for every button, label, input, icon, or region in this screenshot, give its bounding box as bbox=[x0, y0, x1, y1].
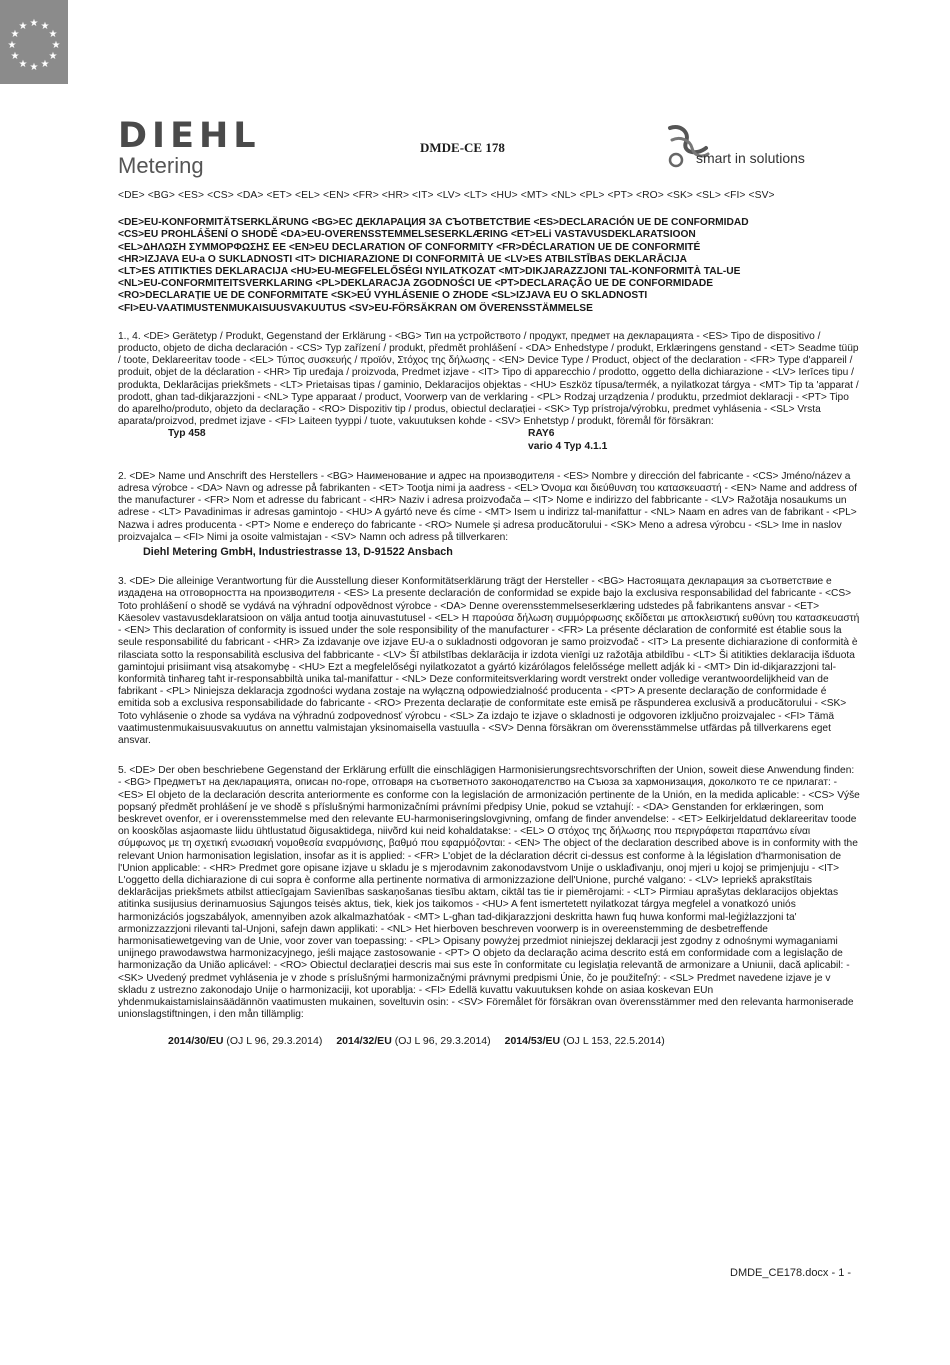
directive-code: 2014/53/EU bbox=[504, 1035, 561, 1048]
svg-text:★: ★ bbox=[18, 21, 28, 32]
eu-flag-icon bbox=[0, 0, 68, 84]
product-model-line: vario 4 Typ 4.1.1 bbox=[528, 440, 608, 452]
title-line: <HR>IZJAVA EU-a O SUKLADNOSTI <IT> DICHIARAZIONE DI CONFORMITÀ UE <LV>ES ATBILSTĪBAS DEKLARĀCIJA bbox=[118, 253, 688, 265]
svg-text:★: ★ bbox=[10, 51, 20, 62]
directive-item bbox=[168, 1035, 322, 1047]
svg-text:★: ★ bbox=[10, 29, 20, 40]
tagline: smart in solutions bbox=[696, 150, 805, 166]
footer-page-number: - 1 - bbox=[831, 1267, 852, 1279]
svg-text:★: ★ bbox=[48, 51, 58, 62]
directive-item bbox=[505, 1035, 665, 1047]
title-line: <EL>ΔΗΛΩΣΗ ΣΥΜΜΟΡΦΩΣΗΣ ΕΕ <EN>EU DECLARATION OF CONFORMITY <FR>DÉCLARATION UE DE CONFORMITÉ bbox=[118, 241, 701, 253]
section-3-text: 3. <DE> Die alleinige Verantwortung für die Ausstellung dieser Konformitätserklärung trägt der Hersteller - <BG> Настоящата декларация за съответствие е издадена на отговорността на производителя - <ES> La presente declaración de conformidad se expide bajo la exclusiva responsabilidad del fabricante - <CS> Toto prohlášení o shodě se vydává na výhradní odpovědnost výrobce - <DA> Denne overensstemmelseserklæring udstedes på fabrikantens ansvar - <ET> Käesolev vastavusdeklaratsioon on välja antud tootja ainuvastutusel - <EL> Η παρούσα δήλωση συμμόρφωσης εκδίδεται με αποκλειστική ευθύνη του κατασκευαστή - <EN> This declaration of conformity is issued under the sole responsibility of the manufacturer - <FR> La présente déclaration de conformité est établie sous la seule responsabilité du fabricant - <HR> Za izdavanje ove izjave EU-a o sukladnosti odgovoran je samo proizvođač - <IT> La presente dichiarazione di conformità è rilasciata sotto la responsabilità esclusiva del fabbricante - <LV> Šī atbilstības deklarācija ir izdota vienīgi uz ražotāja atbildību - <LT> Ši atitikties deklaracija išduota gamintojui prisiimant visą atsakomybę - <HU> Ezt a megfelelőségi nyilatkozatot a gyártó kizárólagos felelőssége mellett adják ki - <MT> Din id-dikjarazzjoni tal-konformità tinħareg taħt ir-responsabbiltà unika tal-manifattur - <NL> Deze conformiteitsverklaring wordt verstrekt onder volledige verantwoordelijkheid van de fabrikant - <PL> Niniejsza deklaracja zgodności wydana zostaje na wyłączną odpowiedzialność producenta - <PT> A presente declaração de conformidade é emitida sob a exclusiva responsabilidade do fabricante - <RO> Prezenta declarație de conformitate este emisă pe răspunderea exclusivă a producătorului - <SK> Toto vyhlásenie o zhode sa vydáva na výhradnú zodpovednosť výrobcu - <SL> Za izdajo te izjave o skladnosti je odgovoren izključno proizvajalec - <FI> Tämä vaatimustenmukaisuusvakuutus on annettu valmistajan yksinomaisella vastuulla - <SV> Denna försäkran om överensstämmelse utfärdas på tillverkarens eget ansvar. bbox=[118, 576, 860, 746]
brand-name: DIEHL bbox=[118, 116, 261, 156]
section-3 bbox=[118, 576, 860, 747]
directive-ref: (OJ L 96, 29.3.2014) bbox=[394, 1035, 491, 1048]
document-header bbox=[118, 118, 838, 188]
directive-ref: (OJ L 96, 29.3.2014) bbox=[226, 1035, 323, 1048]
svg-text:★: ★ bbox=[18, 59, 28, 70]
section-2-text: 2. <DE> Name und Anschrift des Herstellers - <BG> Наименование и адрес на производителя - <ES> Nombre y dirección del fabricante - <CS> Jméno/název a adresa výrobce - <DA> Navn og adresse på fabrikanten - <ET> Tootja nimi ja aadress - <EL> Όνομα και διεύθυνση του κατασκευαστή - <EN> Name and address of the manufacturer - <FR> Nom et adresse du fabricant - <HR> Naziv i adresa proizvođača – <IT> Nome e indirizzo del fabbricante - <LV> Ražotāja nosaukums un adrese - <LT> Pavadinimas ir adresas gamintojo - <HU> A gyártó neve és címe - <MT> Isem u indirizz tal-manifattur - <NL> Naam en adres van de fabrikant - <PL> Nazwa i adres producenta - <PT> Nome e endereço do fabricante - <RO> Numele și adresa producătorului - <SK> Meno a adresa výrobcu - <SL> Ime in naslov proizvajalca – <FI> Nimi ja osoite valmistajan - <SV> Namn och adress på tillverkaren: bbox=[118, 470, 858, 543]
title-line: <LT>ES ATITIKTIES DEKLARACIJA <HU>EU-MEGFELELŐSÉGI NYILATKOZAT <MT>DIKJARAZZJONI TAL-KONFORMITÀ TAL-UE bbox=[118, 266, 741, 278]
directive-ref: (OJ L 153, 22.5.2014) bbox=[563, 1035, 665, 1048]
title-line: <DE>EU-KONFORMITÄTSERKLÄRUNG <BG>ЕС ДЕКЛАРАЦИЯ ЗА СЪОТВЕТСТВИЕ <ES>DECLARACIÓN UE DE CONFORMIDAD bbox=[118, 217, 749, 229]
svg-text:★: ★ bbox=[29, 62, 39, 73]
brand-sub: Metering bbox=[118, 153, 204, 178]
title-line: <NL>EU-CONFORMITEITSVERKLARING <PL>DEKLARACJA ZGODNOŚCI UE <PT>DECLARAÇÃO UE DE CONFORMIDADE bbox=[118, 278, 714, 290]
svg-text:★: ★ bbox=[40, 59, 50, 70]
directive-item bbox=[336, 1035, 490, 1047]
section-1-text: 1., 4. <DE> Gerätetyp / Produkt, Gegenstand der Erklärung - <BG> Тип на устройството / продукт, предмет на декларацията - <ES> Tipo de dispositivo / producto, objeto de dicha declaración - <CS> Typ zařízení / produkt, předmět prohlášení - <DA> Enhedstype / produkt, Erklæringens genstand - <ET> Seadme tüüp / toote, Deklareeritav toode - <EL> Τύπος συσκευής / προϊόν, Στόχος της δήλωσης - <EN> Device Type / Product, object of the declaration - <FR> Type d'appareil / produit, objet de la déclaration - <HR> Tip uređaja / proizvoda, Predmet izjave - <IT> Tipo di apparecchio / prodotto, oggetto della dichiarazione - <LV> Ierīces tipu / produkta, Deklarācijas priekšmets - <LT> Prietaisas tipas / gaminio, Deklaracijos objektas - <HU> Eszköz típusa/termék, a nyilatkozat tárgya - <MT> Tip ta 'apparat / prodott, ghan tad-dikjarazzjoni - <NL> Type apparaat / product, Voorwerp van de verklaring - <PL> Rodzaj urządzenia / produktu, przedmiot deklaracji - <PT> Tipo do aparelho/produto, objeto da declaração - <RO> Dispozitiv tip / produs, obiectul declarației - <SK> Typ prístroja/výrobku, predmet vyhlásenia - <SL> Vrsta aparata/proizvod, predmet izjave - <FI> Laiteen tyyppi / tuote, vakuutuksen kohde - <SV> Enhetstyp / produkt, föremål för försäkran: bbox=[118, 330, 859, 428]
product-model-line: RAY6 bbox=[528, 428, 555, 440]
language-codes: <DE> <BG> <ES> <CS> <DA> <ET> <EL> <EN> <FR> <HR> <IT> <LV> <LT> <HU> <MT> <NL> <PL> <PT> <RO> <SK> <SL> <FI> <SV> bbox=[118, 190, 775, 201]
directive-code: 2014/32/EU bbox=[336, 1035, 392, 1048]
page-footer bbox=[730, 1267, 851, 1279]
product-model bbox=[528, 428, 607, 452]
footer-filename: DMDE_CE178.docx bbox=[730, 1267, 829, 1279]
section-2 bbox=[118, 471, 860, 558]
title-line: <RO>DECLARAȚIE UE DE CONFORMITATE <SK>EÚ VYHLÁSENIE O ZHODE <SL>IZJAVA EU O SKLADNOSTI bbox=[118, 290, 648, 302]
svg-text:★: ★ bbox=[40, 21, 50, 32]
product-type: Typ 458 bbox=[168, 428, 206, 440]
document-number: DMDE-CE 178 bbox=[420, 140, 505, 155]
document-body bbox=[118, 190, 860, 1061]
declaration-titles bbox=[118, 217, 860, 315]
section-5-text: 5. <DE> Der oben beschriebene Gegenstand der Erklärung erfüllt die einschlägigen Harmonisierungsrechtsvorschriften der Union, soweit diese Anwendung finden: - <BG> Предметът на декларацията, описан по-горе, отговаря на съответното законодателство на Съюза за хармонизация, доколкото те се прилагат: - <ES> El objeto de la declaración descrita anteriormente es conforme con la legislación de armonización pertinente de la Unión, en la medida aplicable: - <CS> Výše popsaný předmět prohlášení je ve shodě s příslušnými harmonizačními právními předpisy Unie, pokud se vztahují: - <DA> Genstanden for erklæringen, som beskrevet ovenfor, er i overensstemmelse med den relevante EU-harmoniseringslovgivning, omfang de finder anvendelse: - <ET> Eelkirjeldatud deklareeritav toode on kooskõlas asjaomaste liidu ühtlustatud õigusaktidega, niivõrd kui neid kohaldatakse: - <EL> Ο στόχος της δήλωσης που περιγράφεται παραπάνω είναι σύμφωνος με τη σχετική ενωσιακή νομοθεσία εναρμόνισης, βαθμό που εφαρμόζονται: - <EN> The object of the declaration described above is in conformity with the relevant Union harmonisation legislation, insofar as it is applied: - <FR> L'objet de la déclaration décrit ci-dessus est conforme à la législation d'harmonisation de l'Union applicable: - <HR> Predmet gore opisane izjave u skladu je s mjerodavnim zakonodavstvom Unije o usklađivanju, onoj mjeri u kojoj se primjenjuju - <IT> L'oggetto della dichiarazione di cui sopra è conforme alla pertinente normativa di armonizzazione dell'Unione, purché valgano: - <LV> Iepriekš aprakstītais deklarācijas priekšmets atbilst attiecīgajam Savienības saskaņošanas tiesību aktam, ciktāl tas tie ir piemērojami: - <LT> Pirmiau aprašytas deklaracijos objektas atitinka susijusius derinamuosius Sąjungos teisės aktus, tiek, kiek jos taikomos - <HU> A fent ismertetett nyilatkozat tárgya megfelel a vonatkozó uniós harmonizációs jogszabályok, amennyiben azok alkalmazhatóak - <MT> L-għan tad-dikjarazzjoni deskritta hawn fuq huwa konformi mal-leġiżlazzjoni ta' armonizzazzjoni rilevanti tal-Unjoni, safejn dawn applikati: - <NL> Het hierboven beschreven voorwerp is in overeenstemming de desbetreffende harmonisatiewetgeving van de Unie, voor zover van toepassing: - <PL> Opisany powyżej przedmiot niniejszej deklaracji jest zgodny z odnośnymi wymaganiami unijnego prawodawstwa harmonizacyjnego, jeśli mające zastosowanie - <PT> O objeto da declaração acima descrito está em conformidade com a legislação de harmonização da União aplicável: - <RO> Obiectul declarației descris mai sus este în conformitate cu legislația relevantă de armonizare a Uniunii, dacă aplicabil: - <SK> Uvedený predmet vyhlásenia je v zhode s príslušnými harmonizačnými právnymi predpismi Únie, čo je použiteľný: - <SL> Predmet navedene izjave je v skladu z ustrezno zakonodajo Unije o harmonizaciji, kot uporablja: - <FI> Edellä kuvattu vakuutuksen kohde on asiaa koskevan EUn yhdenmukaistamislainsäädännön vaatimusten mukainen, soveltuvin osin: - <SV> Föremålet för försäkran ovan överensstämmer med den relevanta harmoniserade unionslagstiftningen, i den mån tillämplig: bbox=[118, 765, 860, 1021]
svg-text:★: ★ bbox=[51, 40, 61, 51]
svg-text:★: ★ bbox=[29, 18, 39, 29]
title-line: <FI>EU-VAATIMUSTENMUKAISUUSVAKUUTUS <SV>EU-FÖRSÄKRAN OM ÖVERENSSTÄMMELSE bbox=[118, 302, 593, 314]
title-line: <CS>EU PROHLÁŠENÍ O SHODĚ <DA>EU-OVERENSSTEMMELSESERKLÆRING <ET>ELi VASTAVUSDEKLARATSIOON bbox=[118, 229, 696, 241]
svg-text:★: ★ bbox=[48, 29, 58, 40]
manufacturer-address: Diehl Metering GmbH, Industriestrasse 13, D-91522 Ansbach bbox=[143, 546, 453, 559]
section-5 bbox=[118, 765, 860, 1047]
diehl-metering-logo bbox=[118, 118, 261, 178]
directive-code: 2014/30/EU bbox=[168, 1035, 224, 1048]
smart-in-solutions-logo bbox=[666, 122, 866, 170]
svg-text:★: ★ bbox=[7, 40, 17, 51]
product-row bbox=[118, 428, 860, 452]
section-1 bbox=[118, 331, 860, 453]
directive-list bbox=[168, 1035, 860, 1047]
